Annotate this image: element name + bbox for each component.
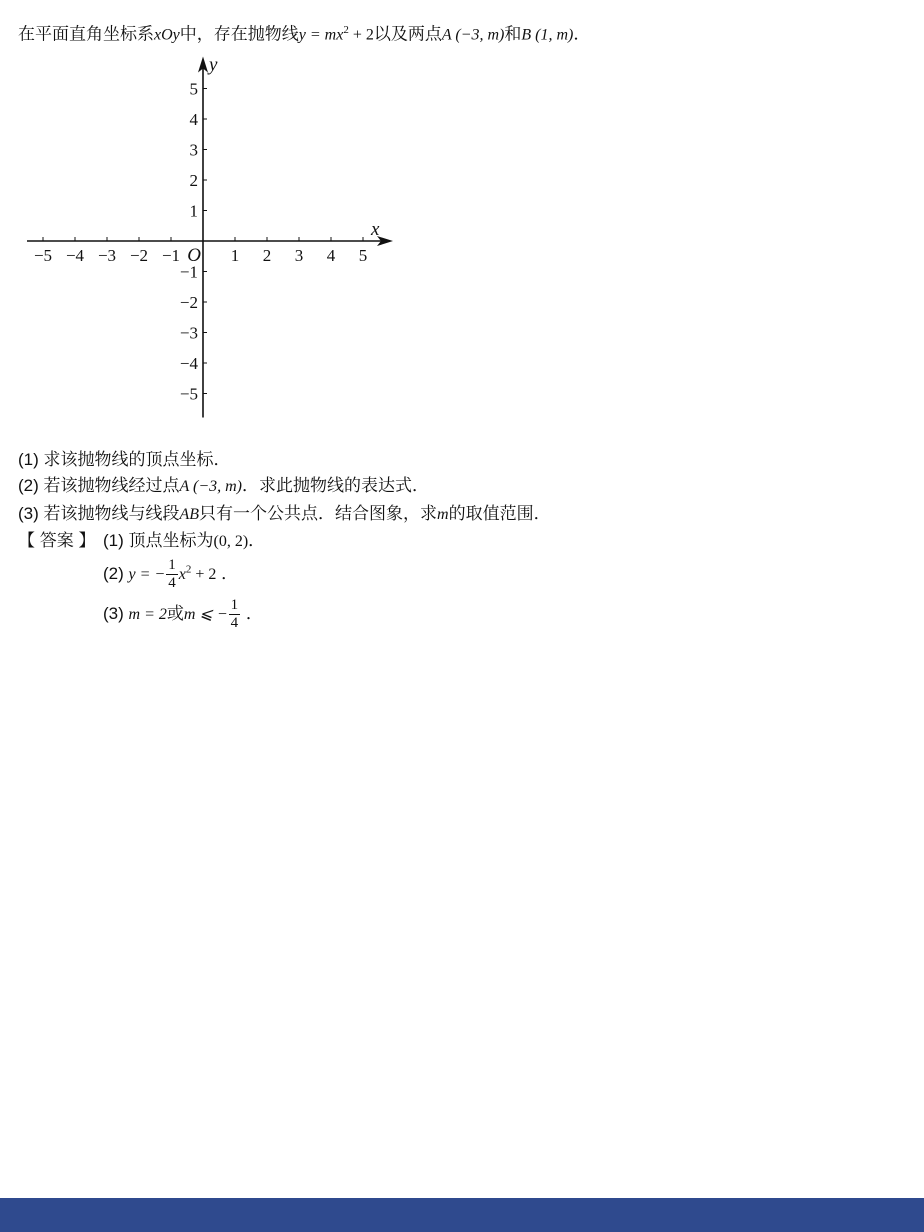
origin-label: O (187, 245, 201, 266)
answer-2-rhs: + 2 (191, 565, 217, 583)
x-tick-label: 5 (358, 246, 368, 265)
answer-3-fraction (229, 597, 241, 632)
answer-1-value: (0, 2) (213, 533, 249, 550)
statement-end: ． (573, 24, 591, 44)
question-3-variable: m (437, 506, 449, 523)
parabola-equation-exponent: 2 (343, 24, 349, 36)
point-b: B (1, m) (521, 26, 574, 44)
question-2-end: ．求此抛物线的表达式． (242, 476, 429, 495)
y-tick-label: −4 (179, 354, 198, 373)
answer-1-text: (1) 顶点坐标为 (103, 531, 214, 550)
x-tick-label: 1 (230, 246, 240, 265)
x-tick-label: −4 (65, 246, 85, 265)
footer-bar (0, 1198, 924, 1232)
answer-3 (103, 597, 263, 632)
y-tick-label: 2 (189, 171, 198, 190)
y-tick-label: 1 (189, 201, 198, 221)
x-tick-label: −5 (33, 246, 53, 265)
y-tick-label: −3 (179, 323, 198, 343)
parabola-equation-lhs: y = mx (298, 26, 344, 44)
and-text: 和 (504, 24, 522, 44)
answer-label-text: 【 答案 】 (18, 531, 96, 550)
question-3-mid: 只有一个公共点．结合图象，求 (199, 504, 438, 523)
answer-1-end: ． (248, 531, 266, 550)
answer-3-part1: m = 2 (128, 605, 167, 623)
answer-3-label: (3) (103, 603, 124, 623)
answer-3-numerator: 1 (230, 597, 239, 613)
answer-2-end: ． (221, 563, 239, 583)
parabola-equation-rhs: + 2 (348, 26, 374, 44)
answer-2-denominator: 4 (168, 575, 176, 591)
answer-2-exponent: 2 (185, 563, 192, 576)
question-2-text: (2) 若该抛物线经过点 (18, 476, 180, 495)
y-tick-label: −5 (179, 384, 198, 404)
question-3-end: 的取值范围． (448, 504, 551, 523)
x-tick-label: −1 (161, 246, 181, 265)
question-2-point: A (−3, m) (179, 478, 242, 495)
intro-text-2: 中，存在抛物线 (179, 24, 299, 44)
answer-3-end: ． (245, 603, 263, 623)
problem-statement (18, 19, 590, 47)
answer-3-or: 或 (166, 603, 184, 623)
intro-text-1: 在平面直角坐标系 (18, 24, 154, 44)
answer-2-label: (2) (103, 563, 124, 583)
answer-2 (103, 557, 238, 592)
answer-1 (103, 530, 265, 553)
x-tick-label: 3 (294, 246, 304, 265)
coordinate-plane (10, 45, 410, 425)
y-tick-label: 4 (189, 110, 198, 129)
answer-2-numerator: 1 (168, 557, 176, 573)
x-tick-label: 4 (326, 246, 336, 265)
x-axis-label: x (371, 219, 380, 240)
x-tick-label: −3 (97, 246, 117, 265)
answer-label (18, 530, 95, 552)
answer-3-denominator: 4 (230, 615, 239, 631)
question-1-text: (1) 求该抛物线的顶点坐标． (18, 450, 231, 469)
answer-2-fraction (166, 557, 178, 592)
y-tick-label: −2 (179, 293, 198, 312)
answer-2-variable: x (178, 565, 186, 583)
y-tick-label: 5 (189, 79, 198, 99)
x-tick-label: 2 (262, 246, 272, 265)
intro-text-3: 以及两点 (373, 24, 442, 44)
question-1 (18, 449, 231, 471)
answer-3-part2: m ⩽ − (183, 605, 228, 623)
question-3-text: (3) 若该抛物线与线段 (18, 504, 180, 523)
question-2 (18, 475, 429, 498)
x-tick-label: −2 (129, 246, 149, 265)
point-a: A (−3, m) (441, 26, 505, 44)
y-tick-label: 3 (189, 140, 198, 160)
coordinate-system-label: xOy (154, 26, 180, 44)
y-tick-label: −1 (179, 262, 198, 282)
answer-2-lhs: y = − (128, 565, 166, 583)
question-3 (18, 503, 551, 526)
y-axis-label: y (209, 54, 218, 76)
question-3-segment: AB (179, 506, 200, 523)
